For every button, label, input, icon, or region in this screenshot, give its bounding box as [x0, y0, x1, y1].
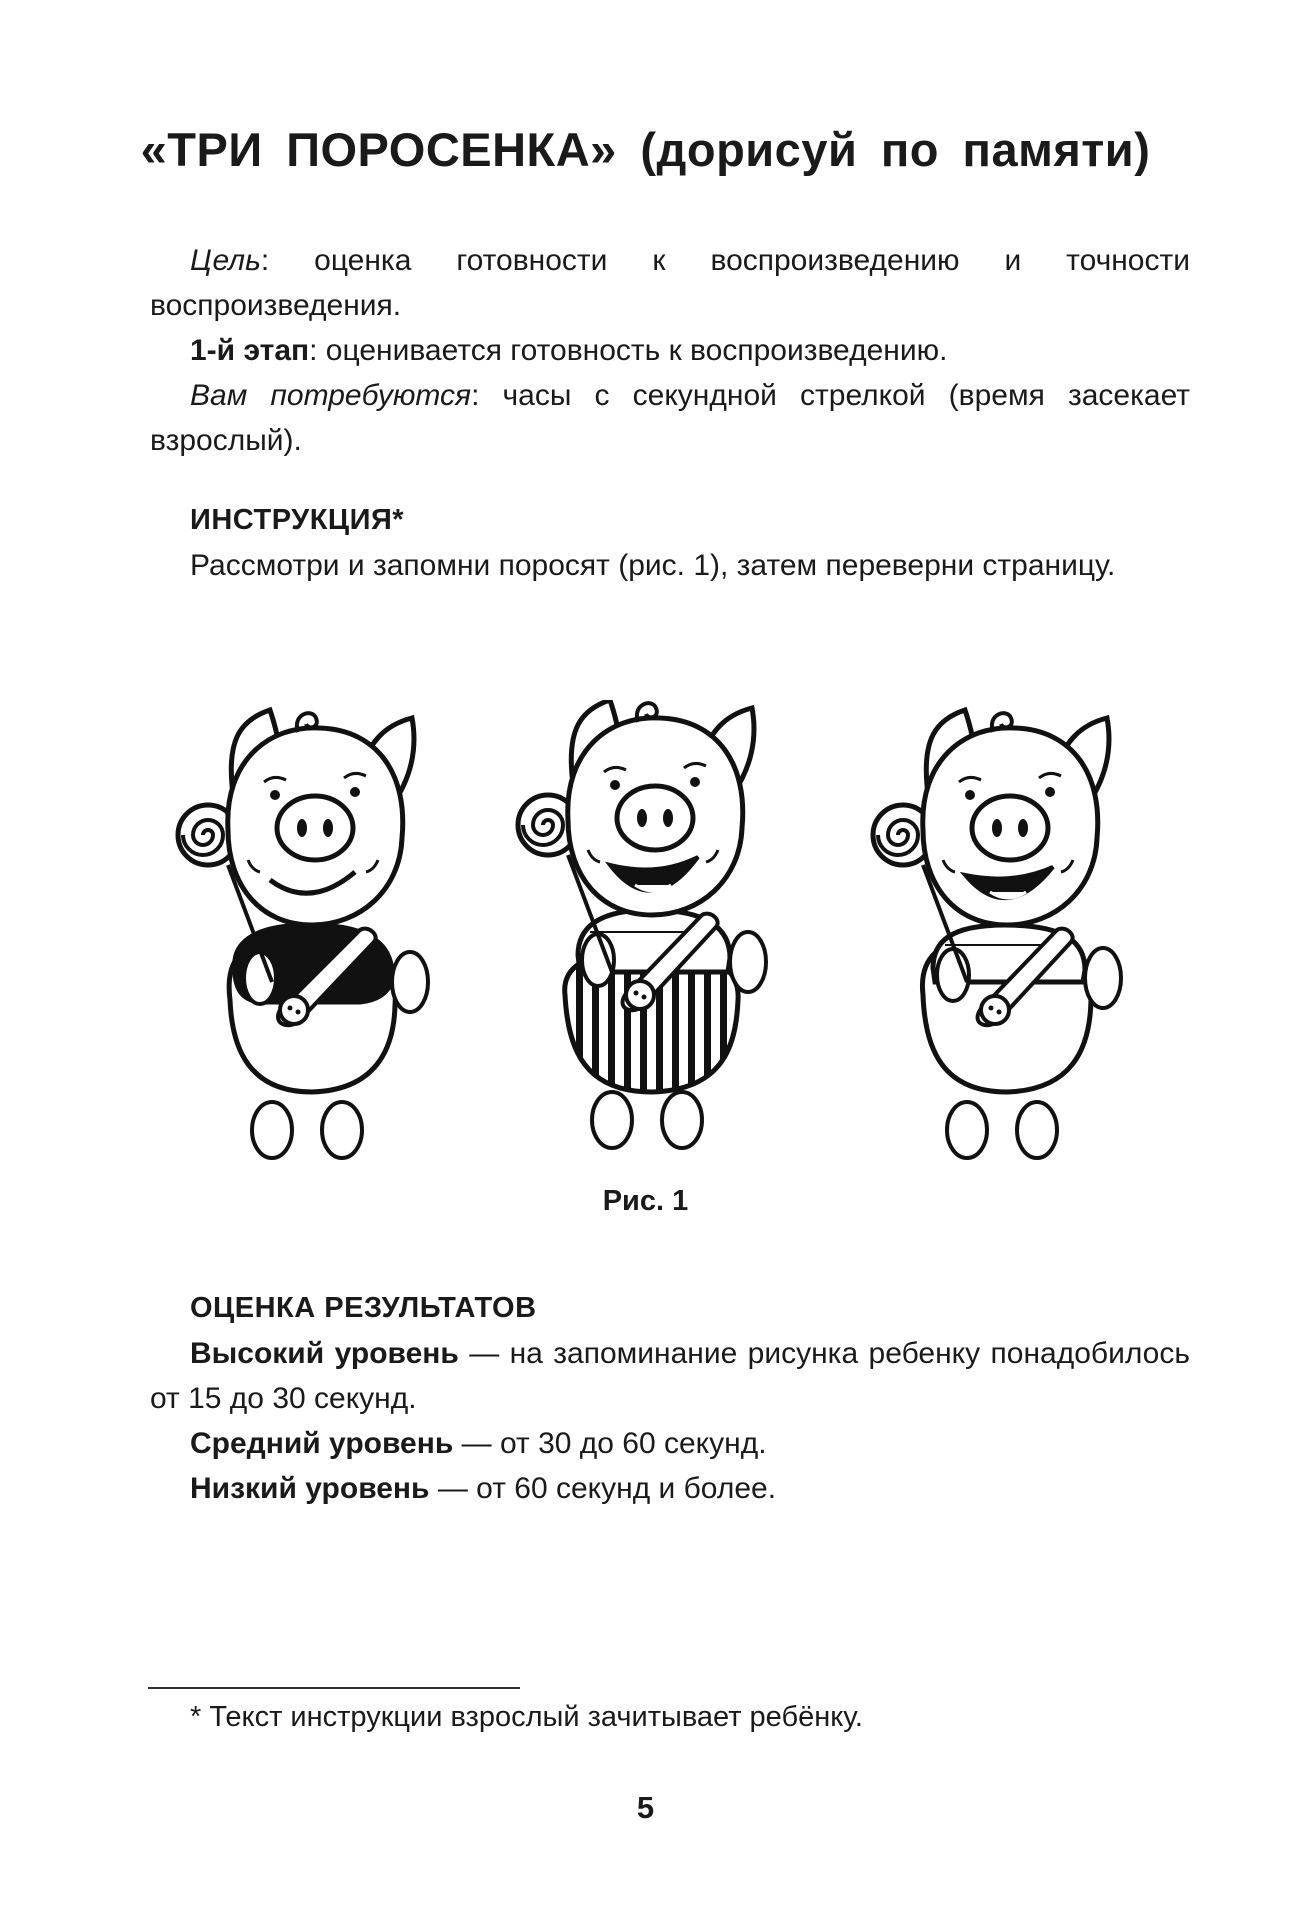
page-number: 5: [636, 1790, 655, 1825]
pig-2-striped-pants: [518, 700, 766, 1148]
stage-label: 1-й этап: [190, 334, 310, 367]
figure-caption: Рис. 1: [602, 1185, 689, 1217]
result-low: [150, 1466, 1190, 1511]
stage-text: : оценивается готовность к воспроизведению.: [309, 334, 948, 367]
instruction-heading: ИНСТРУКЦИЯ*: [190, 504, 405, 536]
result-high-text: — на запоминание рисунка ребенку понадобилось от 15 до 30 секунд.: [150, 1337, 1190, 1415]
goal-text: : оценка готовности к воспроизведению и точности воспроизведения.: [150, 244, 1190, 322]
needs-text: : часы с секундной стрелкой (время засекает взрослый).: [150, 379, 1190, 457]
result-medium-label: Средний уровень: [190, 1427, 454, 1460]
needs-paragraph: [150, 373, 1190, 463]
result-high-label: Высокий уровень: [190, 1337, 459, 1370]
stage-paragraph: [150, 328, 1190, 373]
pig-1-dark-shirt: [178, 710, 428, 1158]
result-low-label: Низкий уровень: [190, 1472, 430, 1505]
goal-label: Цель: [190, 244, 261, 277]
intro-block: [150, 238, 1190, 463]
result-low-text: — от 60 секунд и более.: [429, 1472, 777, 1505]
result-medium: [150, 1421, 1190, 1466]
results-heading: ОЦЕНКА РЕЗУЛЬТАТОВ: [190, 1292, 537, 1324]
goal-paragraph: [150, 238, 1190, 328]
result-medium-text: — от 30 до 60 секунд.: [453, 1427, 767, 1460]
pig-3-plain: [873, 710, 1121, 1158]
needs-label: Вам потребуются: [190, 379, 472, 412]
footnote: * Текст инструкции взрослый зачитывает ребёнку.: [190, 1701, 863, 1733]
three-pigs-illustration: [150, 700, 1190, 1160]
result-high: [150, 1331, 1190, 1421]
instruction-text: Рассмотри и запомни поросят (рис. 1), затем переверни страницу.: [190, 549, 1116, 582]
instruction-block: [150, 498, 1190, 588]
footnote-divider: [148, 1687, 520, 1689]
page-title: «ТРИ ПОРОСЕНКА» (дорисуй по памяти): [140, 123, 1151, 176]
results-block: [150, 1286, 1190, 1511]
